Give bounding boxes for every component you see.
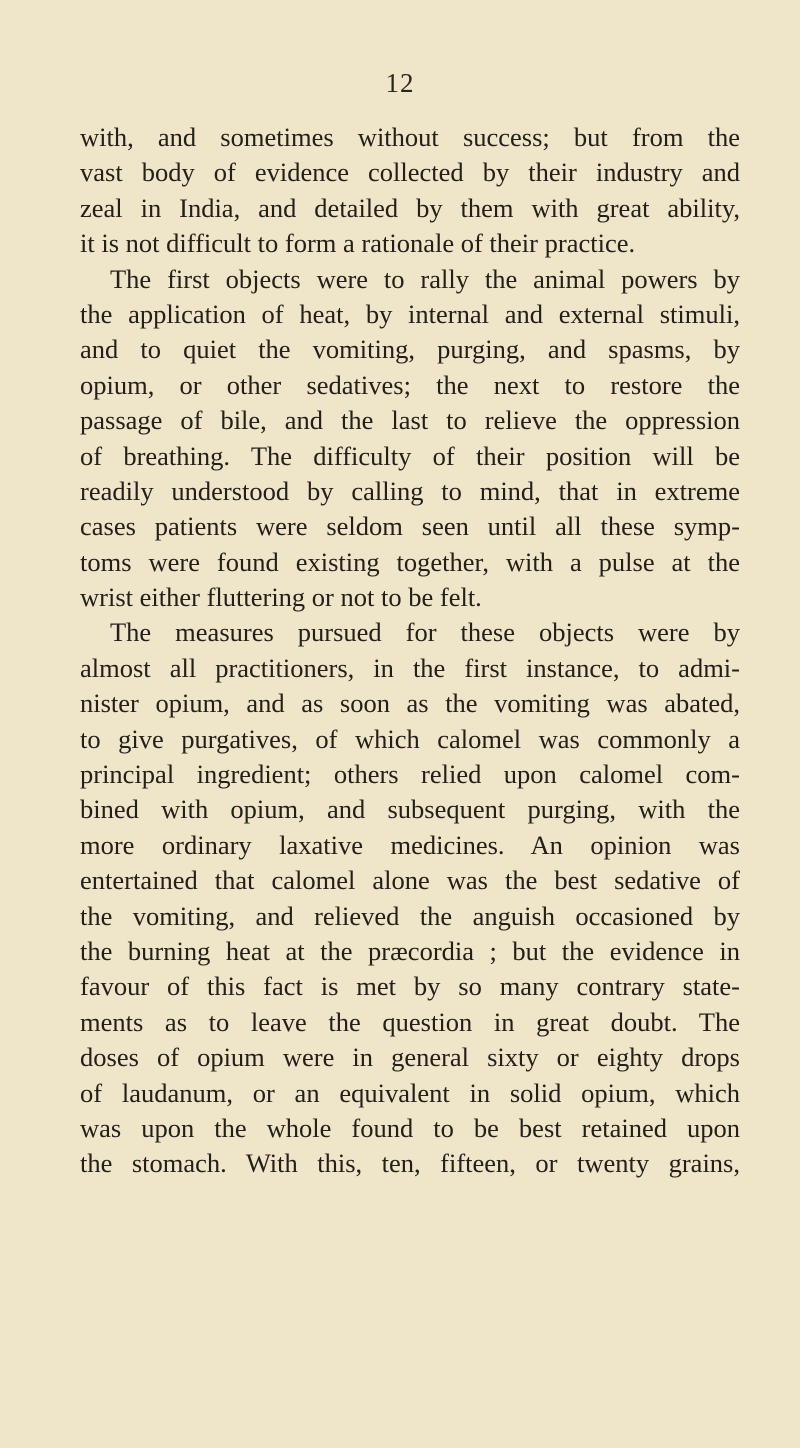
text-line: of laudanum, or an equivalent in solid opium, which	[80, 1077, 740, 1108]
text-line: and to quiet the vomiting, purging, and spasms, by	[80, 334, 740, 365]
page-number: 12	[385, 68, 415, 98]
text-line: The measures pursued for these objects were by	[110, 617, 740, 648]
text-line: vast body of evidence collected by their industry and	[80, 157, 740, 188]
text-line: almost all practitioners, in the first instance, to admi-	[80, 652, 740, 683]
text-line: passage of bile, and the last to relieve the oppression	[80, 405, 740, 436]
text-line: principal ingredient; others relied upon calomel com-	[80, 759, 740, 790]
text-line: with, and sometimes without success; but from the	[80, 122, 740, 152]
text-line: the burning heat at the præcordia ; but the evidence in	[80, 935, 740, 966]
text-line: opium, or other sedatives; the next to restore the	[80, 369, 740, 400]
text-line: the application of heat, by internal and external stimuli,	[80, 298, 740, 329]
text-line: wrist either fluttering or not to be felt.	[80, 582, 482, 613]
text-line: more ordinary laxative medicines. An opinion was	[80, 829, 740, 860]
text-line: cases patients were seldom seen until all these symp-	[80, 511, 740, 542]
text-line: The first objects were to rally the animal powers by	[110, 263, 740, 294]
text-line: it is not difficult to form a rationale of their practice.	[80, 228, 636, 259]
text-line: entertained that calomel alone was the best sedative of	[80, 865, 740, 896]
text-line: the stomach. With this, ten, fifteen, or twenty grains,	[80, 1148, 740, 1179]
text-line: nister opium, and as soon as the vomiting was abated,	[80, 688, 740, 719]
text-line: ments as to leave the question in great doubt. The	[80, 1006, 740, 1037]
text-line: toms were found existing together, with a pulse at the	[80, 546, 740, 577]
text-line: favour of this fact is met by so many contrary state-	[80, 971, 740, 1002]
text-line: zeal in India, and detailed by them with great ability,	[80, 192, 740, 223]
text-line: the vomiting, and relieved the anguish occasioned by	[80, 900, 740, 931]
text-line: to give purgatives, of which calomel was commonly a	[80, 723, 740, 754]
text-line: readily understood by calling to mind, that in extreme	[80, 475, 740, 506]
text-line: of breathing. The difficulty of their position will be	[80, 440, 740, 471]
text-line: bined with opium, and subsequent purging, with the	[80, 794, 740, 825]
body-text	[80, 120, 740, 1182]
text-line: doses of opium were in general sixty or eighty drops	[80, 1042, 740, 1073]
text-line: was upon the whole found to be best retained upon	[80, 1112, 740, 1143]
